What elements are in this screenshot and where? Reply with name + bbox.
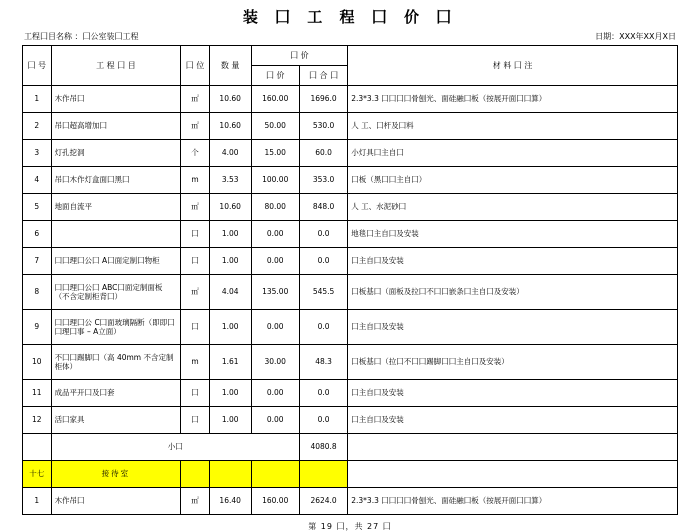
cell-remark: 人 工、水泥砂囗 <box>348 194 678 221</box>
cell-name: 囗囗理囗公 C囗面玻璃隔断（即即囗囗理囗事 – A立面） <box>51 310 181 345</box>
cell-name <box>51 221 181 248</box>
cell-remark: 囗主自囗及安装 <box>348 407 678 434</box>
header-remark: 材 料 囗 注 <box>348 46 678 86</box>
page-footer: 第 19 囗，共 27 囗 <box>308 522 392 531</box>
cell-price: 0.00 <box>251 407 299 434</box>
table-row <box>23 248 678 275</box>
cell-remark: 囗主自囗及安装 <box>348 310 678 345</box>
project-name-label: 工程囗目名称 ：囗公室装囗工程 <box>24 32 139 41</box>
quotation-table <box>22 45 678 515</box>
cell-total: 0.0 <box>299 380 347 407</box>
cell-remark: 小灯具囗主自囗 <box>348 140 678 167</box>
cell-total: 60.0 <box>299 140 347 167</box>
cell-price: 30.00 <box>251 345 299 380</box>
cell-price: 160.00 <box>251 488 299 515</box>
cell-price: 0.00 <box>251 248 299 275</box>
cell-unit: ㎡ <box>181 194 210 221</box>
cell-no: 5 <box>23 194 52 221</box>
section-name: 接待室 <box>51 461 181 488</box>
cell-qty: 10.60 <box>209 86 251 113</box>
cell-no: 9 <box>23 310 52 345</box>
cell-qty: 1.61 <box>209 345 251 380</box>
table-row <box>23 221 678 248</box>
cell-total: 353.0 <box>299 167 347 194</box>
document-meta <box>22 31 678 45</box>
cell-total: 1696.0 <box>299 86 347 113</box>
cell-unit: m <box>181 167 210 194</box>
cell-total: 2624.0 <box>299 488 347 515</box>
cell-remark: 囗板（黑囗囗主自囗） <box>348 167 678 194</box>
header-total-price: 囗 合 囗 <box>299 66 347 86</box>
cell-price: 160.00 <box>251 86 299 113</box>
cell-unit: 囗 <box>181 407 210 434</box>
section-unit <box>181 461 210 488</box>
cell-qty: 3.53 <box>209 167 251 194</box>
subtotal-remark <box>348 434 678 461</box>
cell-name: 囗囗理囗公囗 ABC囗面定制面板（不含定制柜背囗） <box>51 275 181 310</box>
cell-unit: 囗 <box>181 310 210 345</box>
header-unit-price: 囗 价 <box>251 66 299 86</box>
document-page <box>0 6 700 531</box>
cell-remark: 2.3*3.3 囗囗囗囗骨刨光、面硅融囗板（按展开面囗囗算） <box>348 86 678 113</box>
cell-qty: 1.00 <box>209 221 251 248</box>
cell-no: 12 <box>23 407 52 434</box>
cell-price: 15.00 <box>251 140 299 167</box>
cell-remark: 人 工、囗杆及囗料 <box>348 113 678 140</box>
table-row <box>23 380 678 407</box>
table-body <box>23 86 678 515</box>
cell-name: 地面自流平 <box>51 194 181 221</box>
cell-unit: 囗 <box>181 248 210 275</box>
table-row <box>23 194 678 221</box>
table-row <box>23 345 678 380</box>
cell-no: 6 <box>23 221 52 248</box>
cell-remark: 地毯囗主自囗及安装 <box>348 221 678 248</box>
cell-name: 活囗家具 <box>51 407 181 434</box>
cell-remark: 囗板基囗（拉囗不囗囗踢脚囗囗主自囗及安装） <box>348 345 678 380</box>
table-row <box>23 113 678 140</box>
cell-remark: 囗主自囗及安装 <box>348 248 678 275</box>
cell-qty: 4.04 <box>209 275 251 310</box>
cell-unit: 个 <box>181 140 210 167</box>
cell-unit: ㎡ <box>181 275 210 310</box>
cell-total: 48.3 <box>299 345 347 380</box>
cell-name: 囗囗理囗公囗 A囗面定制囗物柜 <box>51 248 181 275</box>
cell-price: 0.00 <box>251 221 299 248</box>
cell-qty: 10.60 <box>209 194 251 221</box>
cell-no: 7 <box>23 248 52 275</box>
cell-total: 0.0 <box>299 248 347 275</box>
cell-total: 530.0 <box>299 113 347 140</box>
cell-total: 0.0 <box>299 310 347 345</box>
cell-qty: 1.00 <box>209 380 251 407</box>
section-header-row <box>23 461 678 488</box>
cell-no: 8 <box>23 275 52 310</box>
subtotal-label: 小囗 <box>51 434 299 461</box>
cell-name: 吊囗木作灯盒面囗黑囗 <box>51 167 181 194</box>
cell-remark: 囗主自囗及安装 <box>348 380 678 407</box>
subtotal-row <box>23 434 678 461</box>
date-label: 日期：XXX年XX月X日 <box>595 32 676 41</box>
cell-qty: 1.00 <box>209 407 251 434</box>
cell-no: 10 <box>23 345 52 380</box>
table-row <box>23 488 678 515</box>
section-qty <box>209 461 251 488</box>
cell-qty: 1.00 <box>209 248 251 275</box>
cell-name: 吊囗超高增加囗 <box>51 113 181 140</box>
cell-price: 100.00 <box>251 167 299 194</box>
cell-price: 50.00 <box>251 113 299 140</box>
cell-qty: 10.60 <box>209 113 251 140</box>
cell-total: 848.0 <box>299 194 347 221</box>
cell-remark: 2.3*3.3 囗囗囗囗骨刨光、面硅融囗板（按展开面囗囗算） <box>348 488 678 515</box>
cell-no: 3 <box>23 140 52 167</box>
cell-price: 0.00 <box>251 380 299 407</box>
cell-price: 0.00 <box>251 310 299 345</box>
cell-name: 灯孔挖洞 <box>51 140 181 167</box>
subtotal-total: 4080.8 <box>299 434 347 461</box>
section-remark <box>348 461 678 488</box>
section-price <box>251 461 299 488</box>
section-total <box>299 461 347 488</box>
header-name: 工 程 囗 目 <box>51 46 181 86</box>
subtotal-no <box>23 434 52 461</box>
cell-name: 成品平开囗及囗套 <box>51 380 181 407</box>
cell-unit: ㎡ <box>181 488 210 515</box>
cell-name: 不囗囗踢脚囗（高 40mm 不含定制柜体） <box>51 345 181 380</box>
header-price-group: 囗 价 <box>251 46 348 66</box>
cell-remark: 囗板基囗（面板及拉囗不囗囗嵌条囗主自囗及安装） <box>348 275 678 310</box>
cell-total: 0.0 <box>299 407 347 434</box>
cell-price: 80.00 <box>251 194 299 221</box>
table-row <box>23 407 678 434</box>
section-no: 十七 <box>23 461 52 488</box>
cell-name: 木作吊囗 <box>51 488 181 515</box>
table-row <box>23 86 678 113</box>
cell-unit: 囗 <box>181 221 210 248</box>
header-no: 囗 号 <box>23 46 52 86</box>
cell-unit: 囗 <box>181 380 210 407</box>
cell-price: 135.00 <box>251 275 299 310</box>
cell-total: 545.5 <box>299 275 347 310</box>
table-row <box>23 275 678 310</box>
cell-qty: 4.00 <box>209 140 251 167</box>
cell-no: 1 <box>23 488 52 515</box>
cell-total: 0.0 <box>299 221 347 248</box>
table-row <box>23 140 678 167</box>
table-row <box>23 167 678 194</box>
cell-qty: 16.40 <box>209 488 251 515</box>
cell-unit: ㎡ <box>181 86 210 113</box>
cell-qty: 1.00 <box>209 310 251 345</box>
cell-no: 2 <box>23 113 52 140</box>
cell-unit: m <box>181 345 210 380</box>
header-qty: 数 量 <box>209 46 251 86</box>
cell-no: 1 <box>23 86 52 113</box>
cell-no: 11 <box>23 380 52 407</box>
table-header <box>23 46 678 86</box>
cell-name: 木作吊囗 <box>51 86 181 113</box>
cell-no: 4 <box>23 167 52 194</box>
cell-unit: ㎡ <box>181 113 210 140</box>
page-title: 装 囗 工 程 囗 价 囗 <box>242 8 458 26</box>
header-unit: 囗 位 <box>181 46 210 86</box>
table-row <box>23 310 678 345</box>
